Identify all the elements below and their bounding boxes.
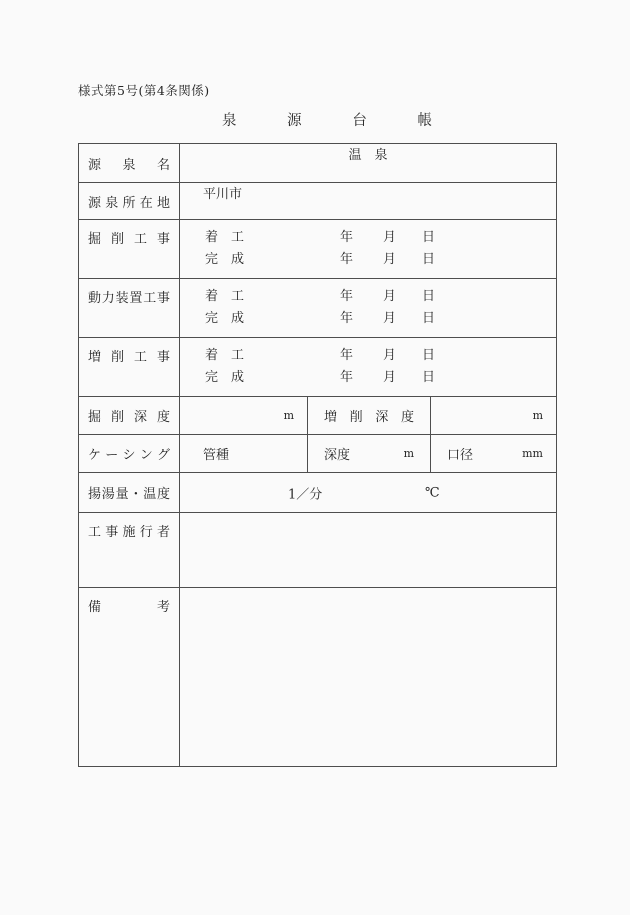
- remarks-value: [179, 588, 556, 766]
- day-label: 日: [422, 230, 436, 245]
- work-start-line: [180, 227, 556, 249]
- row-depth: [79, 397, 556, 435]
- row-power-equipment-work: [79, 279, 556, 338]
- month-label: 月: [383, 370, 397, 385]
- day-label: 日: [422, 370, 436, 385]
- work-complete-line: [180, 249, 556, 271]
- month-label: 月: [383, 311, 397, 326]
- year-label: 年: [340, 370, 354, 385]
- yield-temperature-value: [179, 473, 556, 512]
- diameter-unit: mm: [522, 447, 543, 460]
- row-yield-temperature: [79, 473, 556, 513]
- day-label: 日: [422, 311, 436, 326]
- day-label: 日: [422, 252, 436, 267]
- pipe-type-label: 管種: [203, 448, 230, 463]
- work-start-label: 着 工: [205, 289, 245, 304]
- month-label: 月: [383, 289, 397, 304]
- yield-temperature-label: 揚 湯 量 ・ 温 度: [88, 487, 170, 502]
- form-title: 泉 源 台 帳: [222, 113, 432, 129]
- casing-label: ケ ー シ ン グ: [88, 448, 170, 463]
- year-label: 年: [340, 311, 354, 326]
- additional-drilling-depth-label-cell: [307, 397, 430, 434]
- additional-drilling-depth-unit: m: [532, 409, 543, 422]
- casing-depth-cell: [307, 435, 430, 472]
- drilling-depth-value: [179, 397, 307, 434]
- day-label: 日: [422, 289, 436, 304]
- casing-diameter-cell: [430, 435, 556, 472]
- year-label: 年: [340, 230, 354, 245]
- registry-table: [78, 143, 557, 767]
- additional-drilling-depth-label: 増 削 深 度: [324, 410, 414, 425]
- source-location-value: 平川市: [179, 183, 556, 219]
- work-start-label: 着 工: [205, 230, 245, 245]
- source-location-label: 源 泉 所 在 地: [88, 195, 170, 211]
- diameter-label: 口径: [447, 448, 474, 463]
- year-label: 年: [340, 289, 354, 304]
- drilling-depth-unit: m: [283, 409, 294, 422]
- work-start-label: 着 工: [205, 348, 245, 363]
- remarks-label: 備 考: [88, 600, 170, 615]
- volume-unit-label: 1／分: [288, 487, 323, 502]
- form-number-label: 様式第5号(第4条関係): [78, 83, 210, 98]
- work-start-line: [180, 345, 556, 367]
- source-name-value: 温 泉: [179, 144, 556, 182]
- drilling-depth-label: 掘 削 深 度: [88, 410, 170, 425]
- additional-drilling-work-value: [179, 338, 556, 396]
- pipe-type-cell: [179, 435, 307, 472]
- work-complete-line: [180, 367, 556, 389]
- work-complete-label: 完 成: [205, 252, 245, 267]
- row-casing: [79, 435, 556, 473]
- row-source-location: [79, 183, 556, 220]
- row-source-name: [79, 144, 556, 183]
- temperature-unit-label: ℃: [425, 485, 440, 500]
- power-equipment-work-value: [179, 279, 556, 337]
- row-additional-drilling-work: [79, 338, 556, 397]
- power-equipment-work-label: 動 力 装 置 工 事: [88, 291, 170, 306]
- additional-drilling-depth-value: [430, 397, 556, 434]
- contractor-label: 工 事 施 行 者: [88, 525, 170, 540]
- year-label: 年: [340, 252, 354, 267]
- row-contractor: [79, 513, 556, 588]
- row-remarks: [79, 588, 556, 766]
- additional-drilling-work-label: 増 削 工 事: [88, 350, 170, 365]
- month-label: 月: [383, 348, 397, 363]
- drilling-work-value: [179, 220, 556, 278]
- row-drilling-work: [79, 220, 556, 279]
- year-label: 年: [340, 348, 354, 363]
- drilling-work-label: 掘 削 工 事: [88, 232, 170, 247]
- contractor-value: [179, 513, 556, 587]
- work-complete-label: 完 成: [205, 311, 245, 326]
- work-start-line: [180, 286, 556, 308]
- work-complete-line: [180, 308, 556, 330]
- casing-depth-unit: m: [403, 447, 414, 460]
- month-label: 月: [383, 230, 397, 245]
- casing-depth-label: 深度: [324, 448, 351, 463]
- day-label: 日: [422, 348, 436, 363]
- month-label: 月: [383, 252, 397, 267]
- work-complete-label: 完 成: [205, 370, 245, 385]
- source-name-label: 源 泉 名: [88, 157, 170, 173]
